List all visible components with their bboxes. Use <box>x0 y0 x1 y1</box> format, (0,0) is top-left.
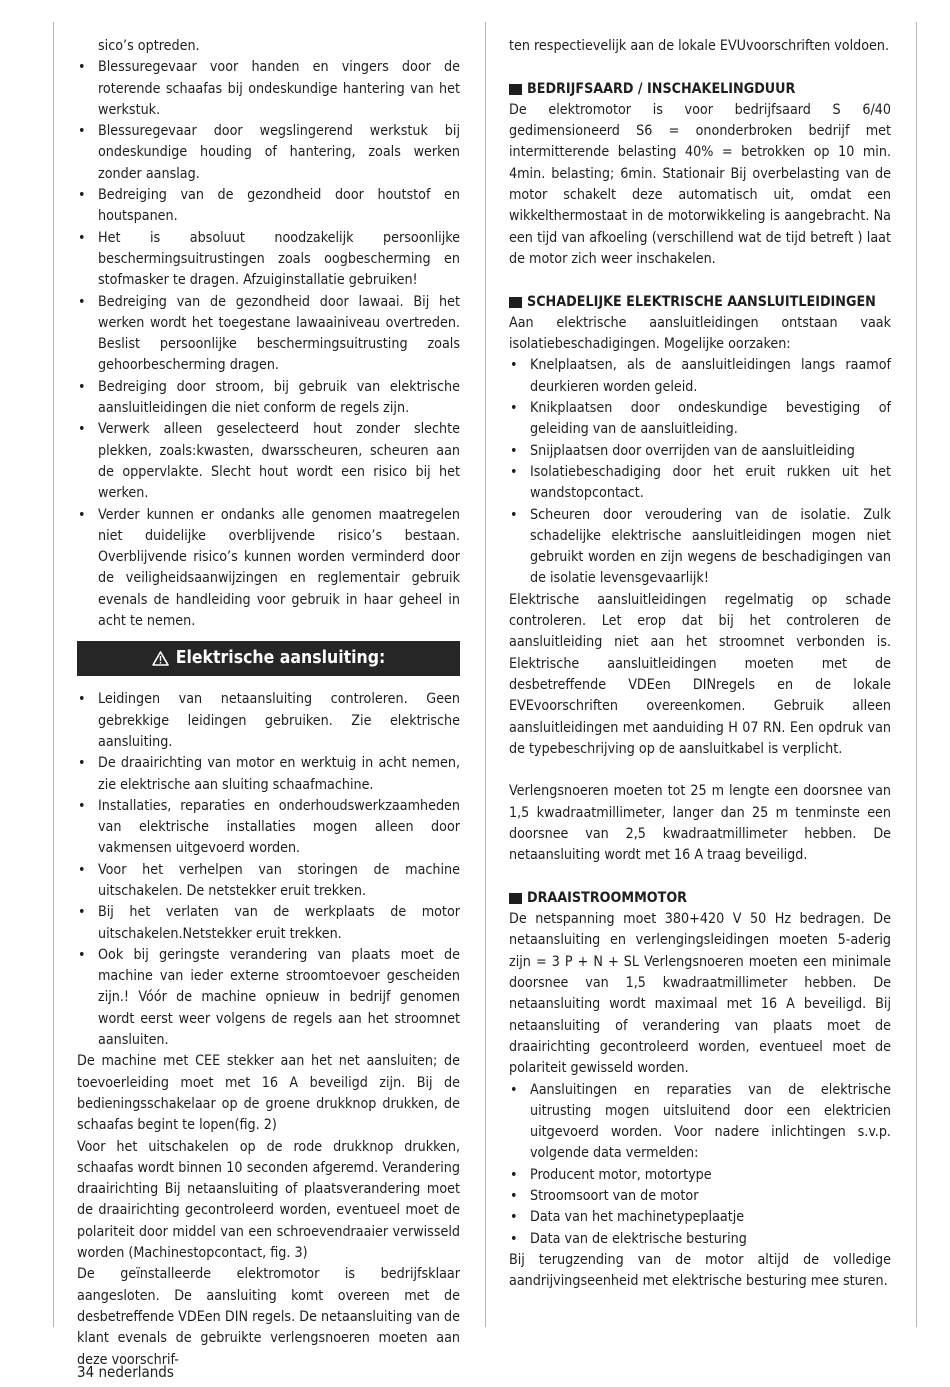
square-bullet-icon <box>509 84 522 95</box>
section-heading: DRAAISTROOMMOTOR <box>509 888 891 909</box>
list-item: • Het is absoluut noodzakelijk persoonlijke beschermingsuitrustingen zoals oogbescherming en stofmasker te dragen. Afzuiginstallatie gebruiken! <box>77 228 460 292</box>
right-margin-rule <box>916 22 917 1327</box>
list-item: • Snijplaatsen door overrijden van de aansluitleiding <box>509 441 891 462</box>
list-item: • Scheuren door veroudering van de isolatie. Zulk schadelijke elektrische aansluitleidingen mogen niet gebruikt worden en zijn wegens de beschadigingen van de isolatie levensgevaarlijk! <box>509 505 891 590</box>
list-item: • Knikplaatsen door ondeskundige bevestiging of geleiding van de aansluitleiding. <box>509 398 891 441</box>
paragraph: Verlengsnoeren moeten tot 25 m lengte een doorsnee van 1,5 kwadraatmillimeter, langer dan 25 m tenminste een doorsnee van 2,5 kwadraatmillimeter hebben. De netaansluiting wordt met 16 A traag beveiligd. <box>509 783 891 864</box>
paragraph: Elektrische aansluitleidingen regelmatig op schade controleren. Let erop dat bij het controleren de aansluitleiding niet aan het stroomnet verbonden is. Elektrische aansluitleidingen moeten met de desbetreffende VDEen DINregels en de lokale EVEvoorschriften overeenkomen. Gebruik alleen aansluitleidingen met aanduiding H 07 RN. Een opdruk van de typebeschrijving op de aansluitkabel is verplicht. <box>509 591 891 757</box>
section-heading: BEDRIJFSAARD / INSCHAKELINGDUUR <box>509 79 891 100</box>
paragraph: Bij terugzending van de motor altijd de volledige aandrijvingseenheid met elektrische besturing mee sturen. <box>509 1251 891 1290</box>
section-heading: SCHADELIJKE ELEKTRISCHE AANSLUITLEIDINGEN <box>509 292 891 313</box>
list-item: • Stroomsoort van de motor <box>509 1186 891 1207</box>
section-header-electrical <box>77 641 460 676</box>
list-item: • Bedreiging van de gezondheid door lawaai. Bij het werken wordt het toegestane lawaainiveau overtreden. Beslist persoonlijke beschermingsuitrusting zoals gehoorbescherming dragen. <box>77 292 460 377</box>
list-item: • Voor het verhelpen van storingen de machine uitschakelen. De netstekker eruit trekken. <box>77 860 460 903</box>
list-item: • De draairichting van motor en werktuig in acht nemen, zie elektrische aan sluiting schaafmachine. <box>77 753 460 796</box>
column-divider <box>485 22 486 1327</box>
motor-list <box>509 1080 891 1250</box>
electrical-list <box>77 689 460 1051</box>
list-item: • Installaties, reparaties en onderhoudswerkzaamheden van elektrische installaties mogen alleen door vakmensen uitgevoerd worden. <box>77 796 460 860</box>
warning-triangle-icon <box>152 651 169 666</box>
paragraph: De elektromotor is voor bedrijfsaard S 6/40 gedimensioneerd S6 = ononderbroken bedrijf met intermitterende belasting 40% = betrokken op 10 min. 4min. belasting; 6min. Stationair Bij overbelasting van de motor schakelt deze automatisch uit, omdat een wikkelthermostaat in de motorwikkeling is aangebracht. Na een tijd van afkoeling (verschillend wat de tijd betreft ) laat de motor zich weer inschakelen. <box>509 101 891 267</box>
list-item: • Data van het machinetypeplaatje <box>509 1207 891 1228</box>
list-item: • Blessuregevaar voor handen en vingers door de roterende schaafas bij ondeskundige hantering van het werkstuk. <box>77 57 460 121</box>
left-column <box>77 36 460 1371</box>
list-item: • Data van de elektrische besturing <box>509 1229 891 1250</box>
list-item: • Bedreiging van de gezondheid door houtstof en houtspanen. <box>77 185 460 228</box>
list-item: • Verder kunnen er ondanks alle genomen maatregelen niet duidelijke overblijvende risico’s bestaan. Overblijvende risico’s kunnen worden verminderd door de veiligheidsaanwijzingen en reglementair gebruik evenals de handleiding voor gebruik in haar geheel in acht te nemen. <box>77 505 460 633</box>
list-item: • Bij het verlaten van de werkplaats de motor uitschakelen.Netstekker eruit trekken. <box>77 902 460 945</box>
list-item: • Ook bij geringste verandering van plaats moet de machine van ieder externe stroomtoevoer gescheiden zijn.! Vóór de machine opnieuw in bedrijf genomen wordt eerst weer volgens de regels aan het stroomnet aansluiten. <box>77 945 460 1051</box>
causes-list <box>509 355 891 589</box>
paragraph: De machine met CEE stekker aan het net aansluiten; de toevoerleiding moet met 16 A beveiligd zijn. Bij de bedieningsschakelaar op de groene drukknop drukken, de schaafas begint te lopen(fig. 2) <box>77 1053 460 1134</box>
list-item: • Producent motor, motortype <box>509 1165 891 1186</box>
hazard-list <box>77 57 460 632</box>
continued-text: sico’s optreden. <box>98 38 200 54</box>
list-item: • Isolatiebeschadiging door het eruit rukken uit het wandstopcontact. <box>509 462 891 505</box>
paragraph: Aan elektrische aansluitleidingen ontstaan vaak isolatiebeschadigingen. Mogelijke oorzaken: <box>509 314 891 353</box>
list-item: • Verwerk alleen geselecteerd hout zonder slechte plekken, zoals:kwasten, dwarsscheuren, scheuren aan de oppervlakte. Slecht hout wordt een risico bij het werken. <box>77 419 460 504</box>
section-title: Elektrische aansluiting: <box>175 648 386 669</box>
paragraph: De geïnstalleerde elektromotor is bedrijfsklaar aangesloten. De aansluiting komt overeen met de desbetreffende VDEen DIN regels. De netaansluiting van de klant evenals de gebruikte verlengsnoeren moeten aan deze voorschrif- <box>77 1266 460 1368</box>
square-bullet-icon <box>509 893 522 904</box>
list-item: • Bedreiging door stroom, bij gebruik van elektrische aansluitleidingen die niet conform de regels zijn. <box>77 377 460 420</box>
list-item: • Blessuregevaar door wegslingerend werkstuk bij ondeskundige houding of hantering, zoals werken zonder aanslag. <box>77 121 460 185</box>
list-item: • Knelplaatsen, als de aansluitleidingen langs raamof deurkieren worden geleid. <box>509 355 891 398</box>
left-margin-rule <box>53 22 54 1327</box>
list-item: • Aansluitingen en reparaties van de elektrische uitrusting mogen uitsluitend door een elektricien uitgevoerd worden. Voor nadere inlichtingen s.v.p. volgende data vermelden: <box>509 1080 891 1165</box>
paragraph: Voor het uitschakelen op de rode drukknop drukken, schaafas wordt binnen 10 seconden afgeremd. Verandering draairichting Bij netaansluiting of plaatsverandering moet de draairichting gecontroleerd worden, eventueel moet de polariteit door middel van een schroevendraaier verwisseld worden (Machinestopcontact, fig. 3) <box>77 1138 460 1262</box>
paragraph: De netspanning moet 380+420 V 50 Hz bedragen. De netaansluiting en verlengingsleidingen moeten 5-aderig zijn = 3 P + N + SL Verlengsnoeren moeten een minimale doorsnee van 1,5 kwadraatmillimeter hebben. De netaansluiting wordt maximaal met 16 A beveiligd. Bij netaansluiting of verandering van plaats moet de draairichting gecontroleerd worden, eventueel moet de polariteit gewisseld worden. <box>509 911 891 1077</box>
list-item: • Leidingen van netaansluiting controleren. Geen gebrekkige leidingen gebruiken. Zie elektrische aansluiting. <box>77 689 460 753</box>
continued-text: ten respectievelijk aan de lokale EVUvoorschriften voldoen. <box>509 38 890 54</box>
page-number: 34 nederlands <box>77 1363 174 1381</box>
square-bullet-icon <box>509 297 522 308</box>
right-column <box>509 36 891 1293</box>
